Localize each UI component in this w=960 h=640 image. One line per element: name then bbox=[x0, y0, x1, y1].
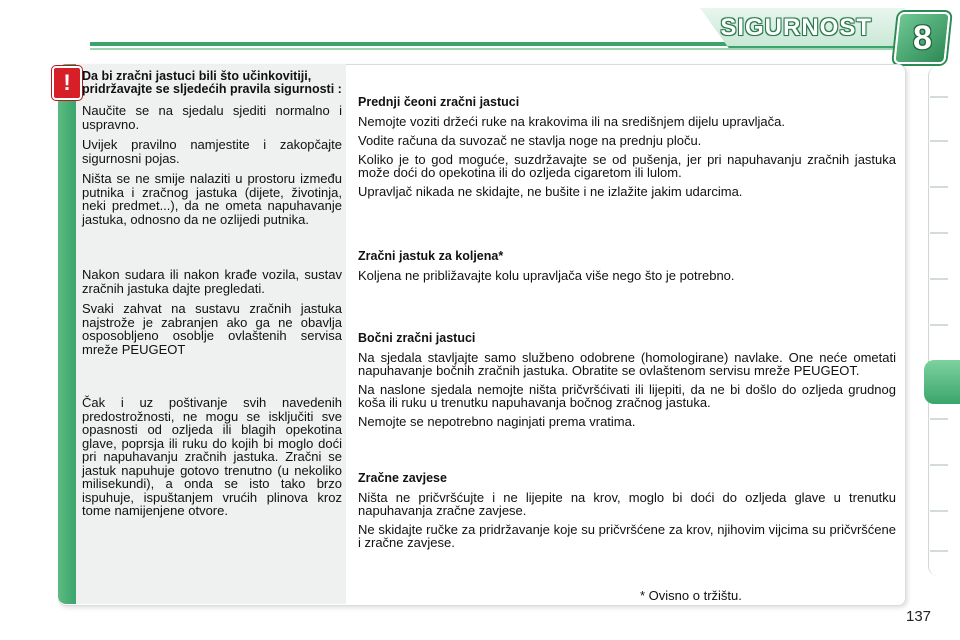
paragraph: Nemojte se nepotrebno naginjati prema vratima. bbox=[358, 414, 636, 429]
chapter-tab-rail bbox=[928, 66, 951, 576]
chapter-tab bbox=[930, 510, 948, 512]
warning-exclamation-icon: ! bbox=[52, 66, 82, 100]
paragraph: Na naslone sjedala nemojte ništa pričvršćivati ili lijepiti, da ne bi došlo do ozljeda grudnog koša ili ruku u trenutku napuhavanja bočnog zračnog jastuka. bbox=[358, 382, 896, 410]
chapter-tab bbox=[930, 140, 948, 142]
paragraph: Upravljač nikada ne skidajte, ne bušite i ne izlažite jakim udarcima. bbox=[358, 184, 743, 199]
knee-airbag-heading: Zračni jastuk za koljena* bbox=[358, 249, 504, 263]
chapter-tab bbox=[930, 278, 948, 280]
warning-side-bar bbox=[58, 64, 76, 604]
chapter-tab bbox=[930, 324, 948, 326]
chapter-number-badge bbox=[893, 12, 950, 64]
safety-rules-heading: Da bi zračni jastuci bili što učinkovitiji, pridržavajte se sljedećih pravila sigurnosti : bbox=[82, 69, 342, 96]
paragraph: Naučite se na sjedalu sjediti normalno i uspravno. bbox=[82, 103, 342, 132]
page-number: 137 bbox=[906, 608, 932, 625]
paragraph: Ne skidajte ručke za pridržavanje koje su pričvršćene za krov, njihovim vijcima su pričvršćene i zračne zavjese. bbox=[358, 522, 896, 550]
paragraph: Nemojte voziti držeći ruke na krakovima ili na središnjem dijelu upravljača. bbox=[358, 114, 786, 129]
paragraph: Na sjedala stavljajte samo službeno odobrene (homologirane) navlake. One neće ometati napuhavanje bočnih zračnih jastuka. Obratite se ovlaštenom servisu mreže PEUGEOT. bbox=[358, 350, 896, 378]
paragraph: Nakon sudara ili nakon krađe vozila, sustav zračnih jastuka dajte pregledati. bbox=[82, 267, 342, 296]
chapter-tab bbox=[930, 418, 948, 420]
paragraph: Ništa ne pričvršćujte i ne lijepite na krov, moglo bi doći do ozljeda glave u trenutku napuhavanja zračne zavjese. bbox=[358, 490, 896, 518]
chapter-tab bbox=[930, 96, 948, 98]
paragraph: Ništa se ne smije nalaziti u prostoru između putnika i zračnog jastuka (dijete, životinja, neki predmet...), da ne ometa napuhavanje jastuka, odnosno da ne ozlijedi putnika. bbox=[82, 171, 342, 227]
safety-rules-column bbox=[82, 70, 342, 525]
curtain-airbags-heading: Zračne zavjese bbox=[358, 471, 447, 485]
paragraph: Koljena ne približavajte kolu upravljača više nego što je potrebno. bbox=[358, 268, 735, 283]
chapter-tab bbox=[930, 550, 948, 552]
chapter-number: 8 bbox=[912, 18, 932, 57]
chapter-tab-active bbox=[924, 360, 960, 404]
airbag-instructions-column bbox=[358, 96, 896, 555]
chapter-tab bbox=[930, 186, 948, 188]
paragraph: Vodite računa da suvozač ne stavlja noge na prednju ploču. bbox=[358, 133, 702, 148]
footnote: * Ovisno o tržištu. bbox=[640, 588, 742, 603]
side-airbags-heading: Bočni zračni jastuci bbox=[358, 331, 476, 345]
chapter-tab bbox=[930, 464, 948, 466]
header-rule-secondary bbox=[90, 48, 900, 50]
chapter-title: SIGURNOST bbox=[720, 14, 872, 41]
paragraph: Svaki zahvat na sustavu zračnih jastuka najstrože je zabranjen ako ga ne obavlja osposobljeno osoblje ovlaštenih servisa mreže PEUGEOT bbox=[82, 301, 342, 357]
paragraph: Koliko je to god moguće, suzdržavajte se od pušenja, jer pri napuhavanju zračnih jastuka može doći do opekotina ili do ozljeda cigaretom ili lulom. bbox=[358, 152, 896, 180]
paragraph: Uvijek pravilno namjestite i zakopčajte sigurnosni pojas. bbox=[82, 137, 342, 166]
paragraph: Čak i uz poštivanje svih navedenih predostrožnosti, ne mogu se isključiti sve opasnosti od ozljeda ili blagih opekotina glave, poprsja ili ruku do kojih bi moglo doći pri napuhavanju zračnih jastuka. Zračni se jastuk napuhuje gotovo trenutno (u nekoliko milisekundi), a onda se isto tako brzo ispuhuje, ispuštanjem vrućih plinova kroz tome namijenjene otvore. bbox=[82, 395, 342, 518]
front-airbags-heading: Prednji čeoni zračni jastuci bbox=[358, 95, 520, 109]
chapter-tab bbox=[930, 232, 948, 234]
